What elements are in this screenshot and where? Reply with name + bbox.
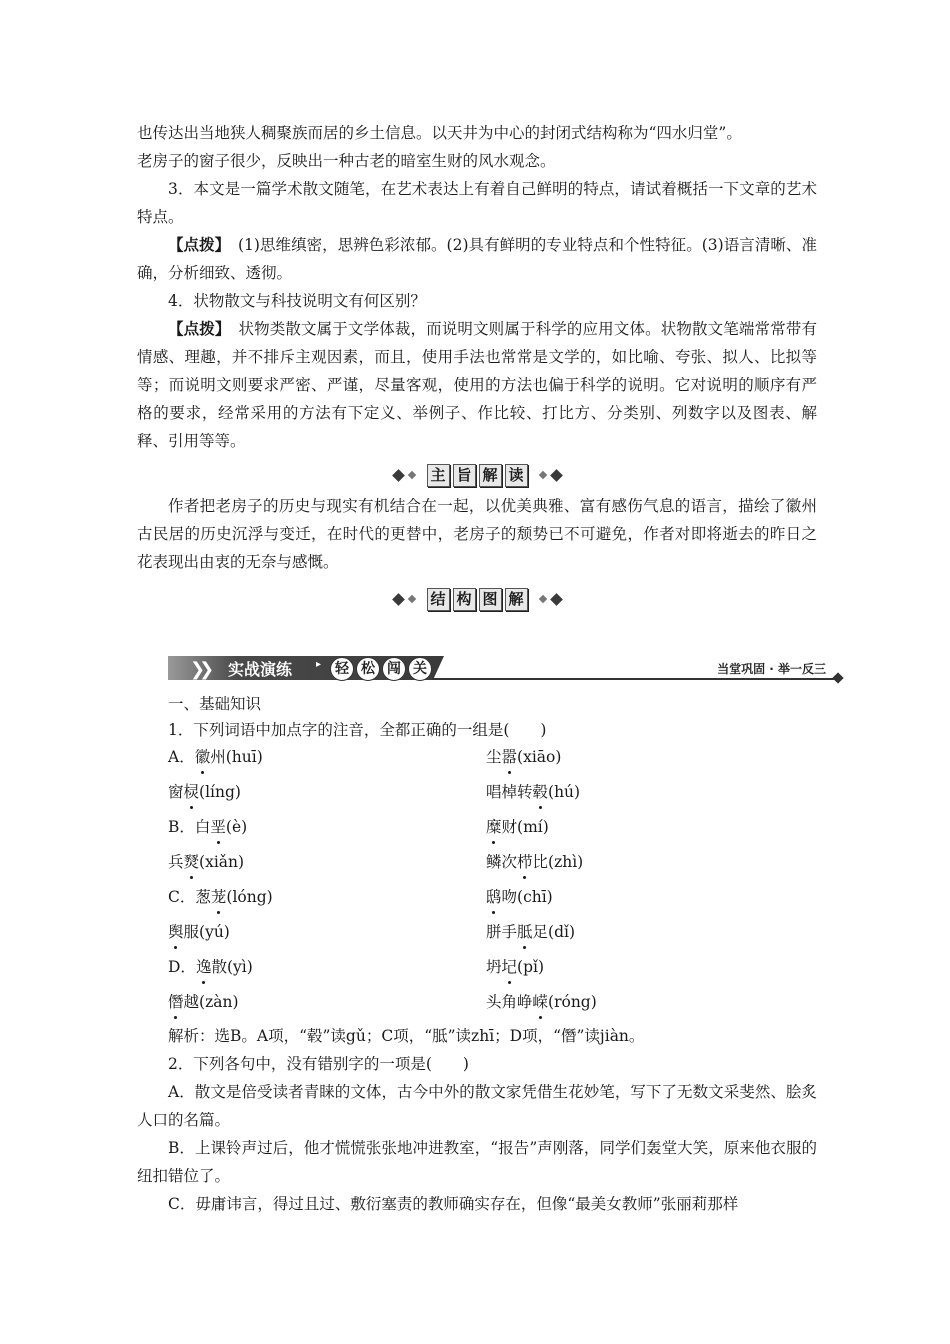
mc1-option-word: 尘嚣(xiāo) [486,743,561,771]
banner-char: 读 [505,464,528,487]
mc1-option-word: C．葱茏(lóng) [168,883,273,911]
structure-banner [137,586,817,612]
mc1-option-word: 舆服(yú) [168,918,230,946]
diamond-icon [832,672,843,683]
banner-char: 图 [479,588,502,611]
mc1-option-word: 兵燹(xiǎn) [168,848,244,876]
banner-char: 主 [427,464,450,487]
diamond-icon [550,469,563,482]
circle-char: 轻 [330,657,354,681]
mc2-question: 2．下列各句中，没有错别字的一项是( ) [168,1055,469,1073]
basic-knowledge-heading: 一、基础知识 [168,695,262,713]
theme-banner [137,462,817,488]
continuation-line-2: 老房子的窗子很少，反映出一种古老的暗室生财的风水观念。 [137,152,556,170]
circle-char: 松 [356,657,380,681]
section-subtitle [330,657,432,681]
mc1-option-word: 胼手胝足(dǐ) [486,918,575,946]
diamond-icon [407,595,415,603]
hint-label: 【点拨】 [168,319,223,338]
banner-char: 解 [479,464,502,487]
hint-label: 【点拨】 [168,235,223,254]
banner-char: 解 [505,588,528,611]
practice-section-bar [168,656,848,682]
mc1-option-word: B．白垩(è) [168,813,247,841]
diamond-icon [538,471,546,479]
circle-char: 关 [408,657,432,681]
banner-char: 旨 [453,464,476,487]
mc1-option-word: 鳞次栉比(zhì) [486,848,583,876]
mc1-analysis: 解析：选B。A项，“毂”读gǔ；C项，“胝”读zhī；D项，“僭”读jiàn。 [168,1027,645,1045]
banner-char: 结 [427,588,450,611]
hint-text: (1)思维缜密，思辨色彩浓郁。(2)具有鲜明的专业特点和个性特征。(3)语言清晰、准确，分析细致、透彻。 [137,236,817,282]
q4-hint [137,315,817,455]
theme-banner-title [427,464,528,487]
continuation-line-1: 也传达出当地狭人稠聚族而居的乡土信息。以天井为中心的封闭式结构称为“四水归堂”。 [137,124,742,142]
section-title: 实战演练 [228,660,293,679]
mc1-option-word: 唱棹转毂(hú) [486,778,580,806]
banner-char: 构 [453,588,476,611]
mc1-option-word: D．逸散(yì) [168,953,253,981]
separator-dot: ▸ [316,659,322,670]
circle-char: 闯 [382,657,406,681]
structure-banner-title [427,588,528,611]
diamond-icon [407,471,415,479]
diamond-icon [392,593,405,606]
double-chevron-icon: ❯❯ [190,659,209,680]
theme-paragraph: 作者把老房子的历史与现实有机结合在一起，以优美典雅、富有感伤气息的语言，描绘了徽州古民居的历史沉浮与变迁，在时代的更替中，老房子的颓势已不可避免，作者对即将逝去的昨日之花表现出由衷的无奈与感慨。 [137,497,817,571]
diamond-icon [550,593,563,606]
mc1-option-word: 坍圮(pǐ) [486,953,544,981]
diamond-icon [538,595,546,603]
mc2-option-a: A．散文是倍受读者青睐的文体，古今中外的散文家凭借生花妙笔，写下了无数文采斐然、脍炙人口的名篇。 [137,1083,817,1129]
q4-question: 4．状物散文与科技说明文有何区别？ [168,292,426,310]
section-underline [432,678,838,680]
mc1-option-word: 窗棂(líng) [168,778,241,806]
mc1-question: 1．下列词语中加点字的注音，全都正确的一组是( ) [168,721,547,739]
continuation-paragraph [137,119,817,175]
mc1-option-word: 糜财(mí) [486,813,549,841]
section-right-label: 当堂巩固 · 举一反三 [717,662,826,676]
mc1-option-word: 僭越(zàn) [168,988,239,1016]
mc1-option-word: A．徽州(huī) [168,743,263,771]
mc2-option-b: B．上课铃声过后，他才慌慌张张地冲进教室，“报告”声刚落，同学们轰堂大笑，原来他衣服的纽扣错位了。 [137,1139,817,1185]
mc1-option-word: 头角峥嵘(róng) [486,988,597,1016]
mc1-option-word: 鸱吻(chī) [486,883,553,911]
mc2-option-c: C．毋庸讳言，得过且过、敷衍塞责的教师确实存在，但像“最美女教师”张丽莉那样 [168,1195,739,1213]
q3-hint [137,231,817,287]
hint-text: 状物类散文属于文学体裁，而说明文则属于科学的应用文体。状物散文笔端常常带有情感、理趣，并不排斥主观因素，而且，使用手法也常常是文学的，如比喻、夸张、拟人、比拟等等；而说明文则要求严密、严谨，尽量客观，使用的方法也偏于科学的说明。它对说明的顺序有严格的要求，经常采用的方法有下定义、举例子、作比较、打比方、分类别、列数字以及图表、解释、引用等等。 [137,320,817,450]
q3-question: 3．本文是一篇学术散文随笔，在艺术表达上有着自己鲜明的特点，请试着概括一下文章的艺术特点。 [137,180,817,226]
diamond-icon [392,469,405,482]
